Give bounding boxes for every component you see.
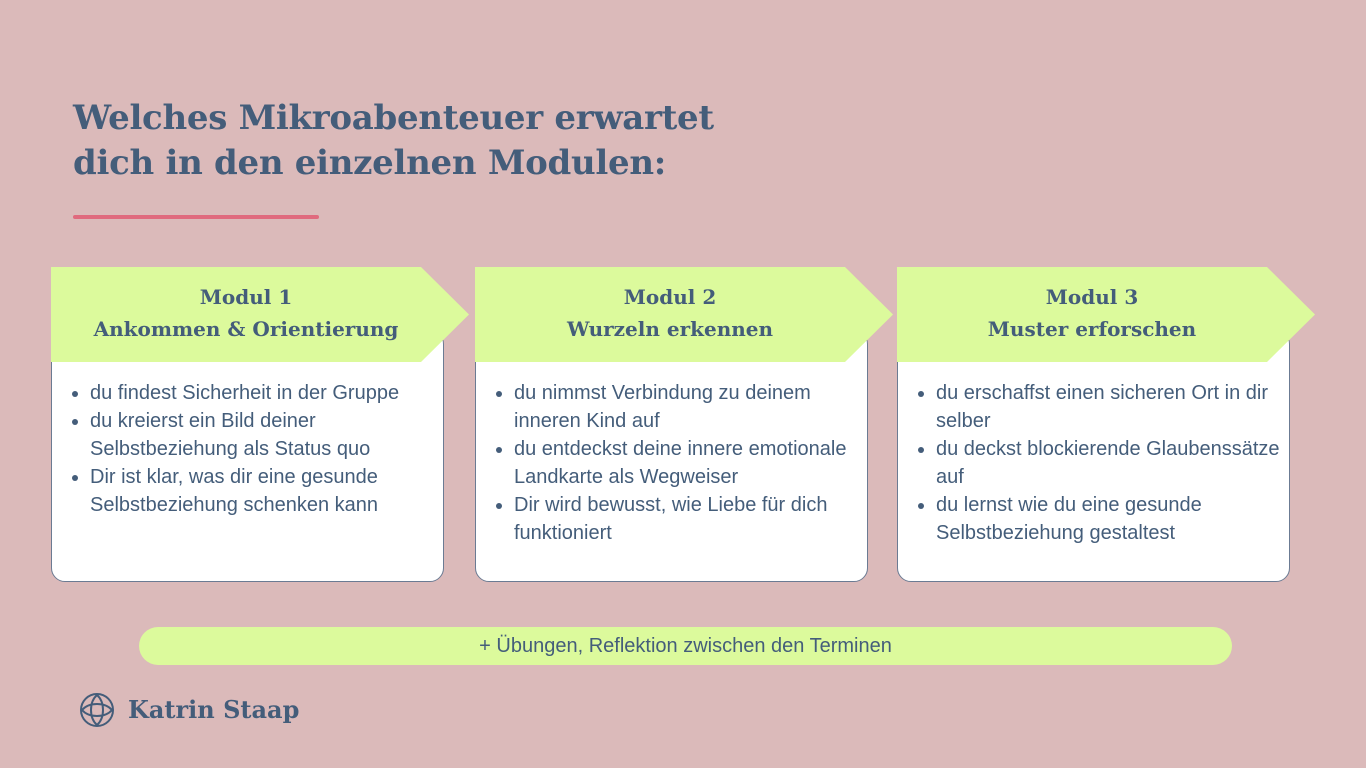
module-2-banner <box>475 267 893 362</box>
module-3-heading: Modul 3 <box>1045 285 1139 309</box>
module-1-list <box>72 379 435 519</box>
module-2-item: du nimmst Verbindung zu deinem inneren Kind auf <box>496 379 859 435</box>
flower-logo-icon <box>79 692 115 728</box>
module-2-item: Dir wird bewusst, wie Liebe für dich funktioniert <box>496 491 859 547</box>
module-3-banner <box>897 267 1315 362</box>
module-1-item: Dir ist klar, was dir eine gesunde Selbstbeziehung schenken kann <box>72 463 435 519</box>
module-3-item: du erschaffst einen sicheren Ort in dir selber <box>918 379 1281 435</box>
exercises-note: + Übungen, Reflektion zwischen den Terminen <box>139 627 1232 665</box>
page-title <box>73 96 873 186</box>
module-2-item: du entdeckst deine innere emotionale Landkarte als Wegweiser <box>496 435 859 491</box>
module-3-item: du deckst blockierende Glaubenssätze auf <box>918 435 1281 491</box>
module-3-subtitle: Muster erforschen <box>987 317 1197 341</box>
module-3-item: du lernst wie du eine gesunde Selbstbeziehung gestaltest <box>918 491 1281 547</box>
module-1-banner <box>51 267 469 362</box>
module-1-subtitle: Ankommen & Orientierung <box>93 317 399 341</box>
module-card-1 <box>51 330 444 582</box>
page-title-line-1: Welches Mikroabenteuer erwartet <box>73 98 714 138</box>
page-title-line-2: dich in den einzelnen Modulen: <box>73 143 667 183</box>
module-1-item: du kreierst ein Bild deiner Selbstbeziehung als Status quo <box>72 407 435 463</box>
module-3-list <box>918 379 1281 547</box>
title-underline <box>73 215 319 219</box>
brand-name: Katrin Staap <box>128 695 300 724</box>
module-2-heading: Modul 2 <box>623 285 717 309</box>
module-1-item: du findest Sicherheit in der Gruppe <box>72 379 435 407</box>
module-2-list <box>496 379 859 547</box>
module-card-3 <box>897 330 1290 582</box>
module-1-heading: Modul 1 <box>199 285 293 309</box>
module-2-subtitle: Wurzeln erkennen <box>566 317 774 341</box>
module-card-2 <box>475 330 868 582</box>
